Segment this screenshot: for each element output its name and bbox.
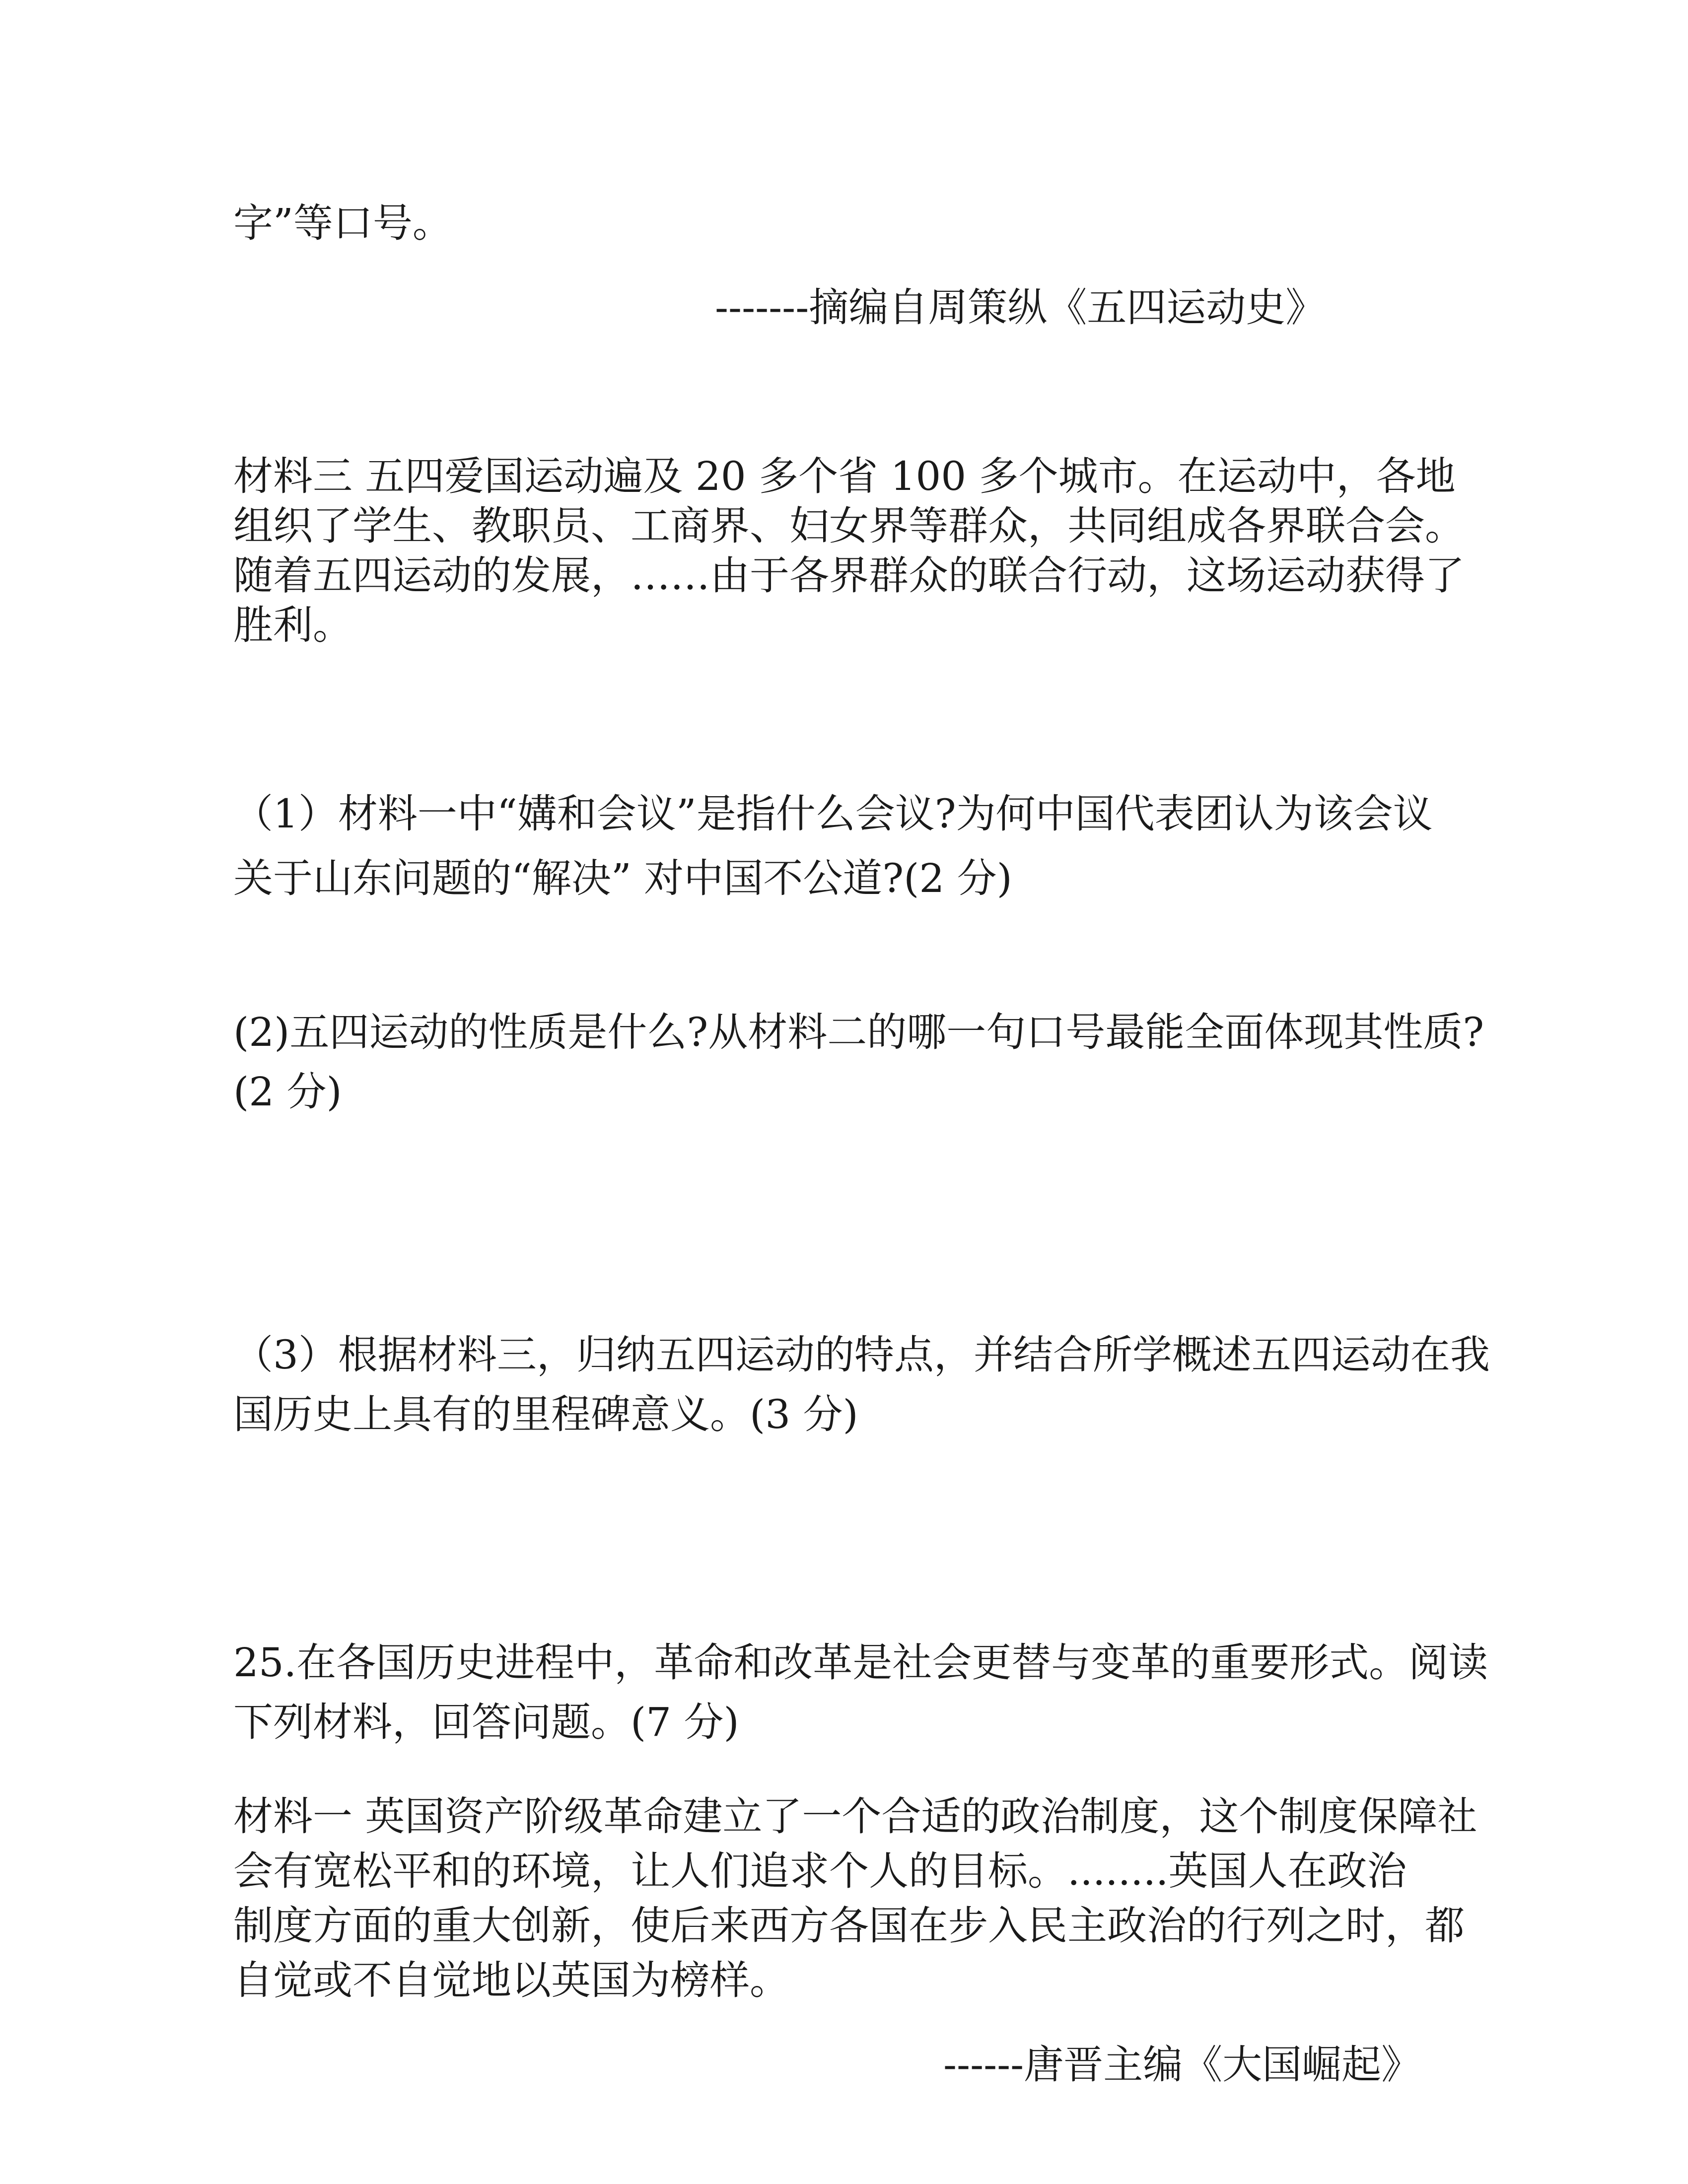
material-1-line-4: 自觉或不自觉地以英国为榜样。 — [233, 1957, 789, 2003]
question-25-line-2: 下列材料，回答问题。(7 分) — [233, 1699, 739, 1745]
question-1-line-2: 关于山东问题的“解决” 对中国不公道?(2 分) — [233, 855, 1012, 901]
material-3-line-3: 随着五四运动的发展，……由于各界群众的联合行动，这场运动获得了 — [233, 552, 1465, 599]
question-2-line-1: (2)五四运动的性质是什么?从材料二的哪一句口号最能全面体现其性质? — [233, 1009, 1484, 1055]
question-1-line-1: （1）材料一中“媾和会议”是指什么会议?为何中国代表团认为该会议 — [233, 791, 1433, 837]
question-3-line-1: （3）根据材料三，归纳五四运动的特点，并结合所学概述五四运动在我 — [233, 1332, 1490, 1378]
material-3-line-1: 材料三 五四爱国运动遍及 20 多个省 100 多个城市。在运动中，各地 — [233, 453, 1456, 499]
question-25-line-1: 25.在各国历史进程中，革命和改革是社会更替与变革的重要形式。阅读 — [233, 1639, 1488, 1686]
text-line-1: 字”等口号。 — [233, 200, 452, 246]
question-2-line-2: (2 分) — [233, 1069, 342, 1115]
question-3-line-2: 国历史上具有的里程碑意义。(3 分) — [233, 1391, 858, 1437]
material-1-line-2: 会有宽松平和的环境，让人们追求个人的目标。........英国人在政治 — [233, 1848, 1407, 1894]
material-1-line-1: 材料一 英国资产阶级革命建立了一个合适的政治制度，这个制度保障社 — [233, 1793, 1477, 1840]
material-3-line-2: 组织了学生、教职员、工商界、妇女界等群众，共同组成各界联合会。 — [233, 503, 1465, 549]
citation-tang-jin: ------唐晋主编《大国崛起》 — [943, 2042, 1421, 2088]
material-1-line-3: 制度方面的重大创新，使后来西方各国在步入民主政治的行列之时，都 — [233, 1903, 1465, 1949]
citation-zhou-cezong: -------摘编自周策纵《五四运动史》 — [715, 284, 1326, 331]
material-3-line-4: 胜利。 — [233, 602, 352, 648]
